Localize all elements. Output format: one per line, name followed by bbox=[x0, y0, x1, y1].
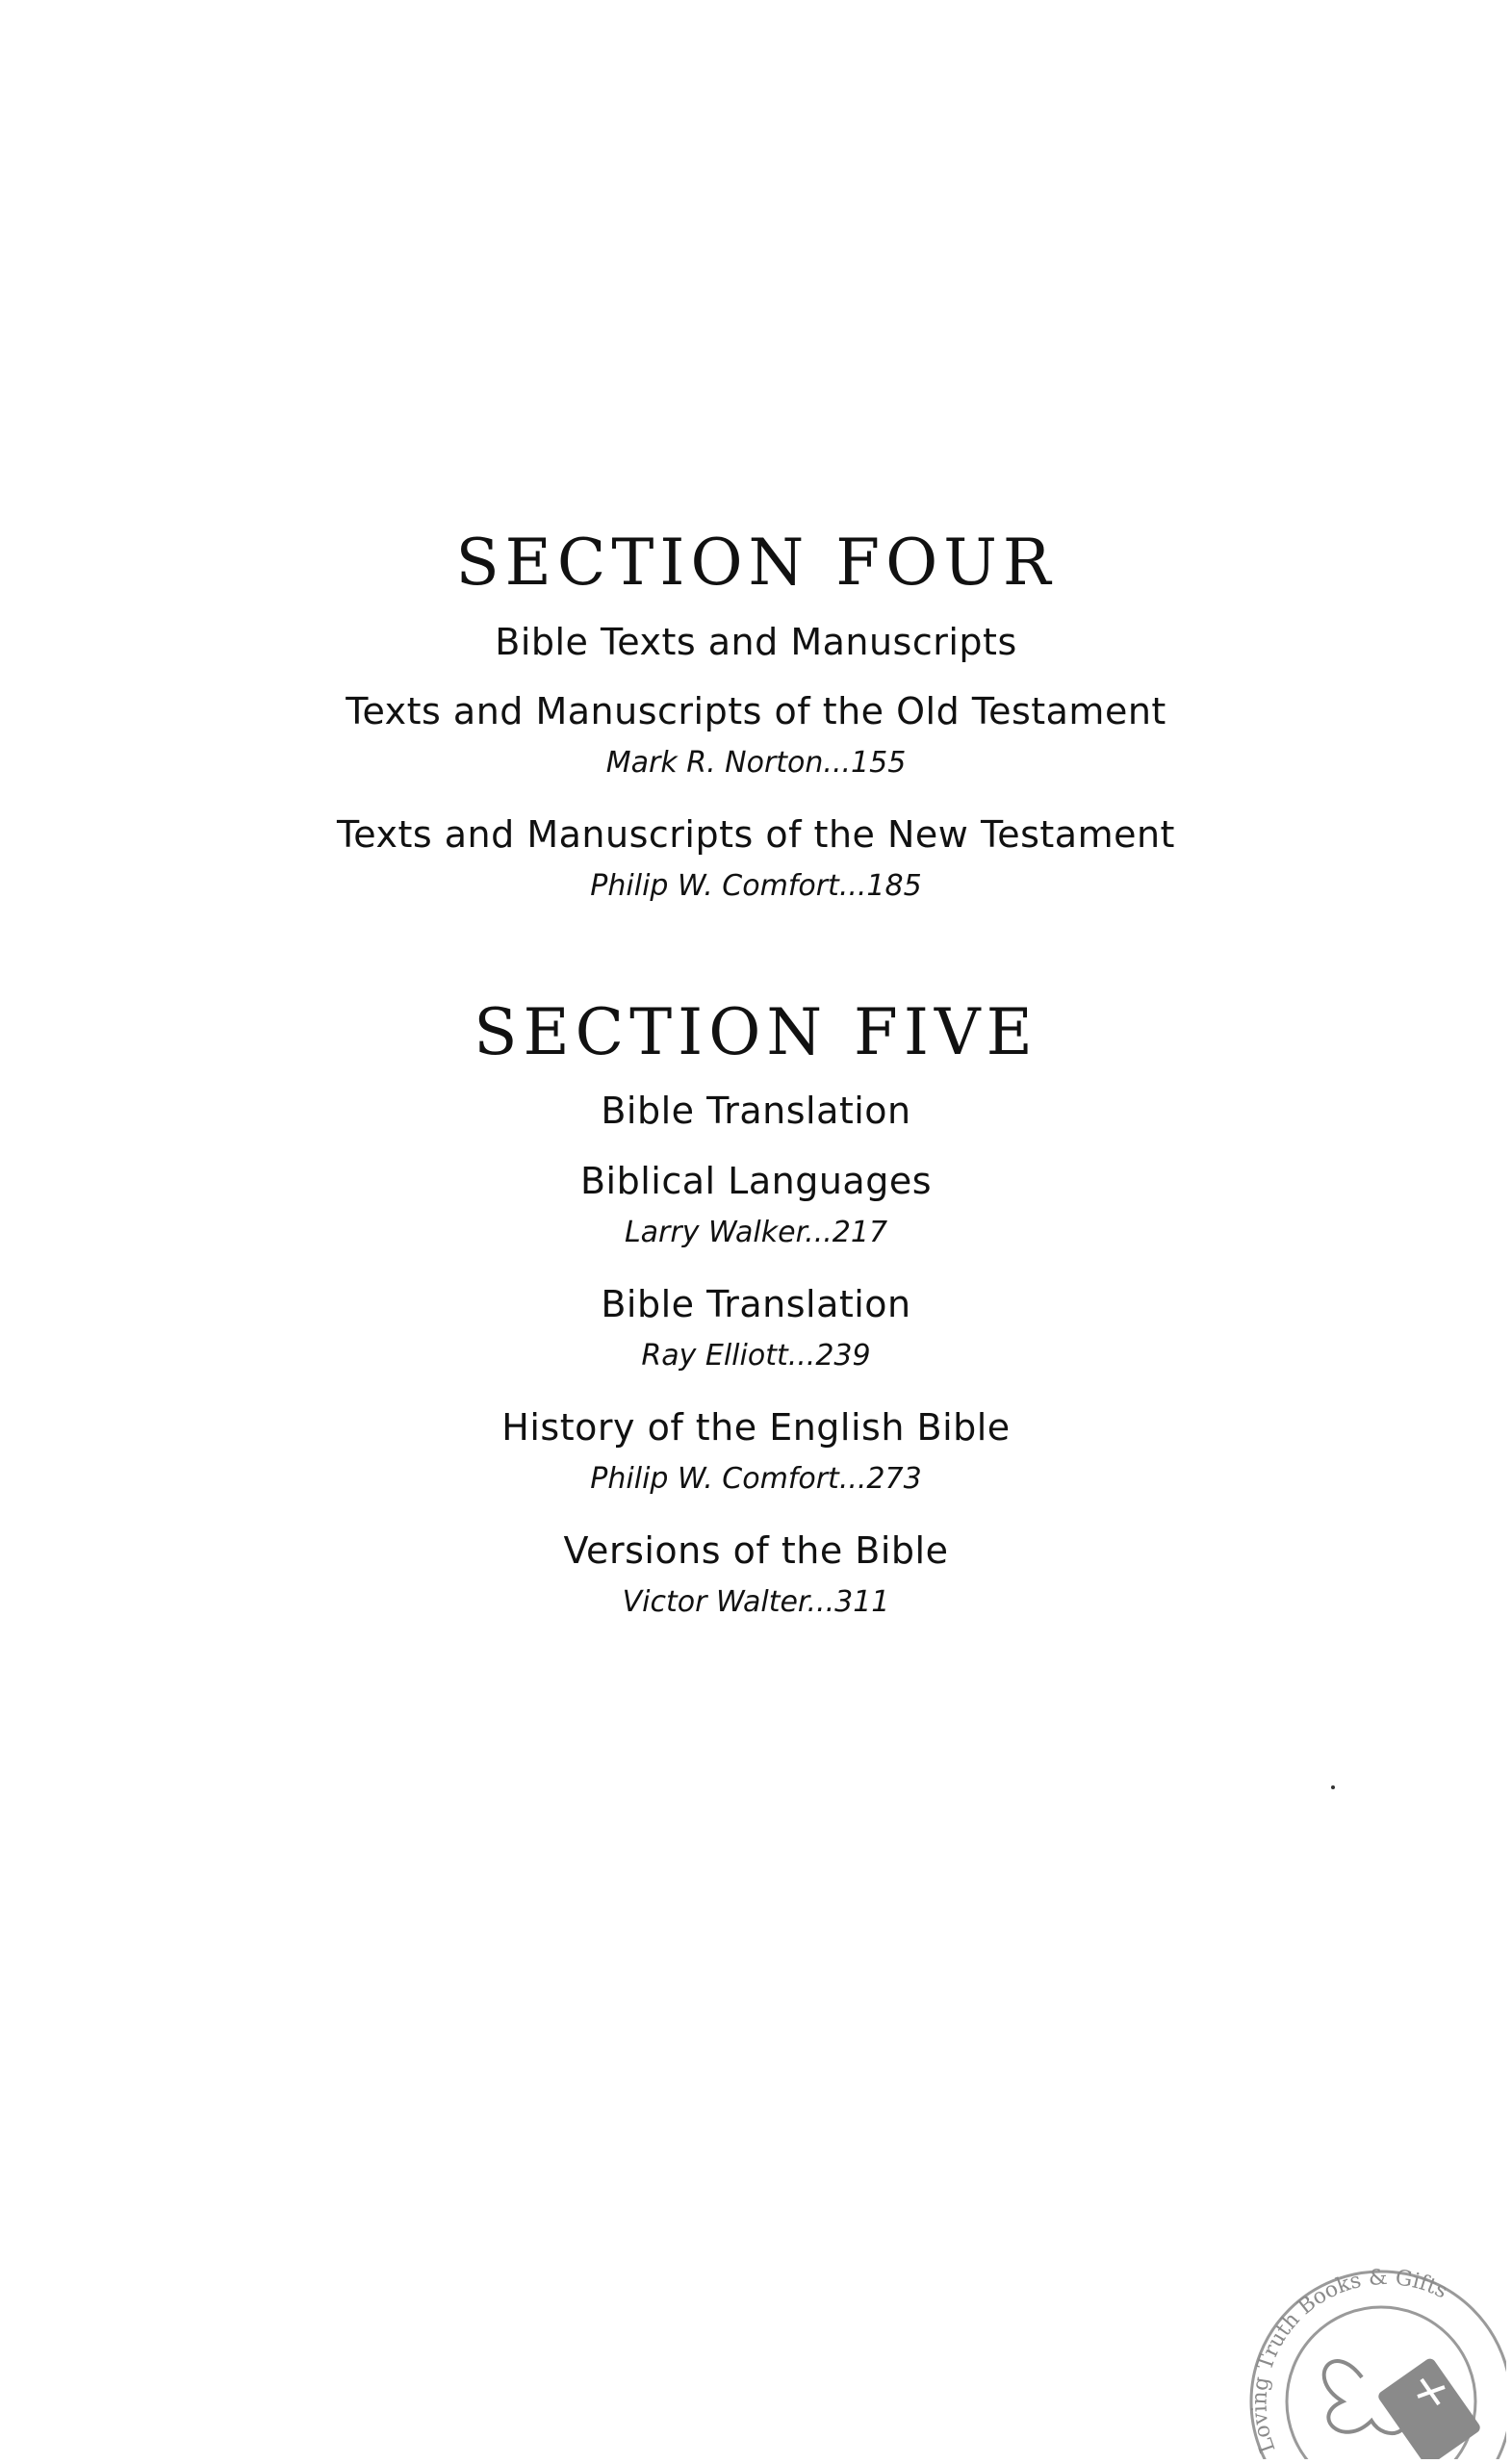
toc-entry-title: History of the English Bible bbox=[501, 1406, 1011, 1449]
bible-with-ribbon-icon bbox=[1324, 2356, 1482, 2459]
scan-speck bbox=[1331, 1785, 1335, 1789]
toc-entry-author: Victor Walter...311 bbox=[622, 1585, 890, 1619]
toc-entry-title: Biblical Languages bbox=[579, 1160, 932, 1202]
toc-entry-author: Ray Elliott...239 bbox=[641, 1339, 871, 1373]
stamp-text: Loving Truth Books & Gifts bbox=[1247, 2265, 1451, 2456]
watermark-stamp bbox=[1217, 2223, 1506, 2459]
toc-entry-author: Philip W. Comfort...185 bbox=[590, 869, 922, 903]
toc-entry-title: Versions of the Bible bbox=[563, 1529, 949, 1572]
toc-entry-author: Mark R. Norton...155 bbox=[605, 746, 907, 780]
section-five-heading: SECTION FIVE bbox=[474, 995, 1038, 1069]
toc-entry-title: Texts and Manuscripts of the Old Testament bbox=[346, 690, 1166, 732]
section-four-subtitle: Bible Texts and Manuscripts bbox=[495, 621, 1017, 663]
toc-entry-author: Philip W. Comfort...273 bbox=[590, 1462, 922, 1496]
toc-entry-title: Texts and Manuscripts of the New Testament bbox=[337, 813, 1175, 856]
toc-entry-author: Larry Walker...217 bbox=[624, 1216, 888, 1249]
section-five-subtitle: Bible Translation bbox=[601, 1090, 911, 1132]
section-four-heading: SECTION FOUR bbox=[455, 526, 1057, 600]
toc-entry-title: Bible Translation bbox=[601, 1283, 911, 1325]
